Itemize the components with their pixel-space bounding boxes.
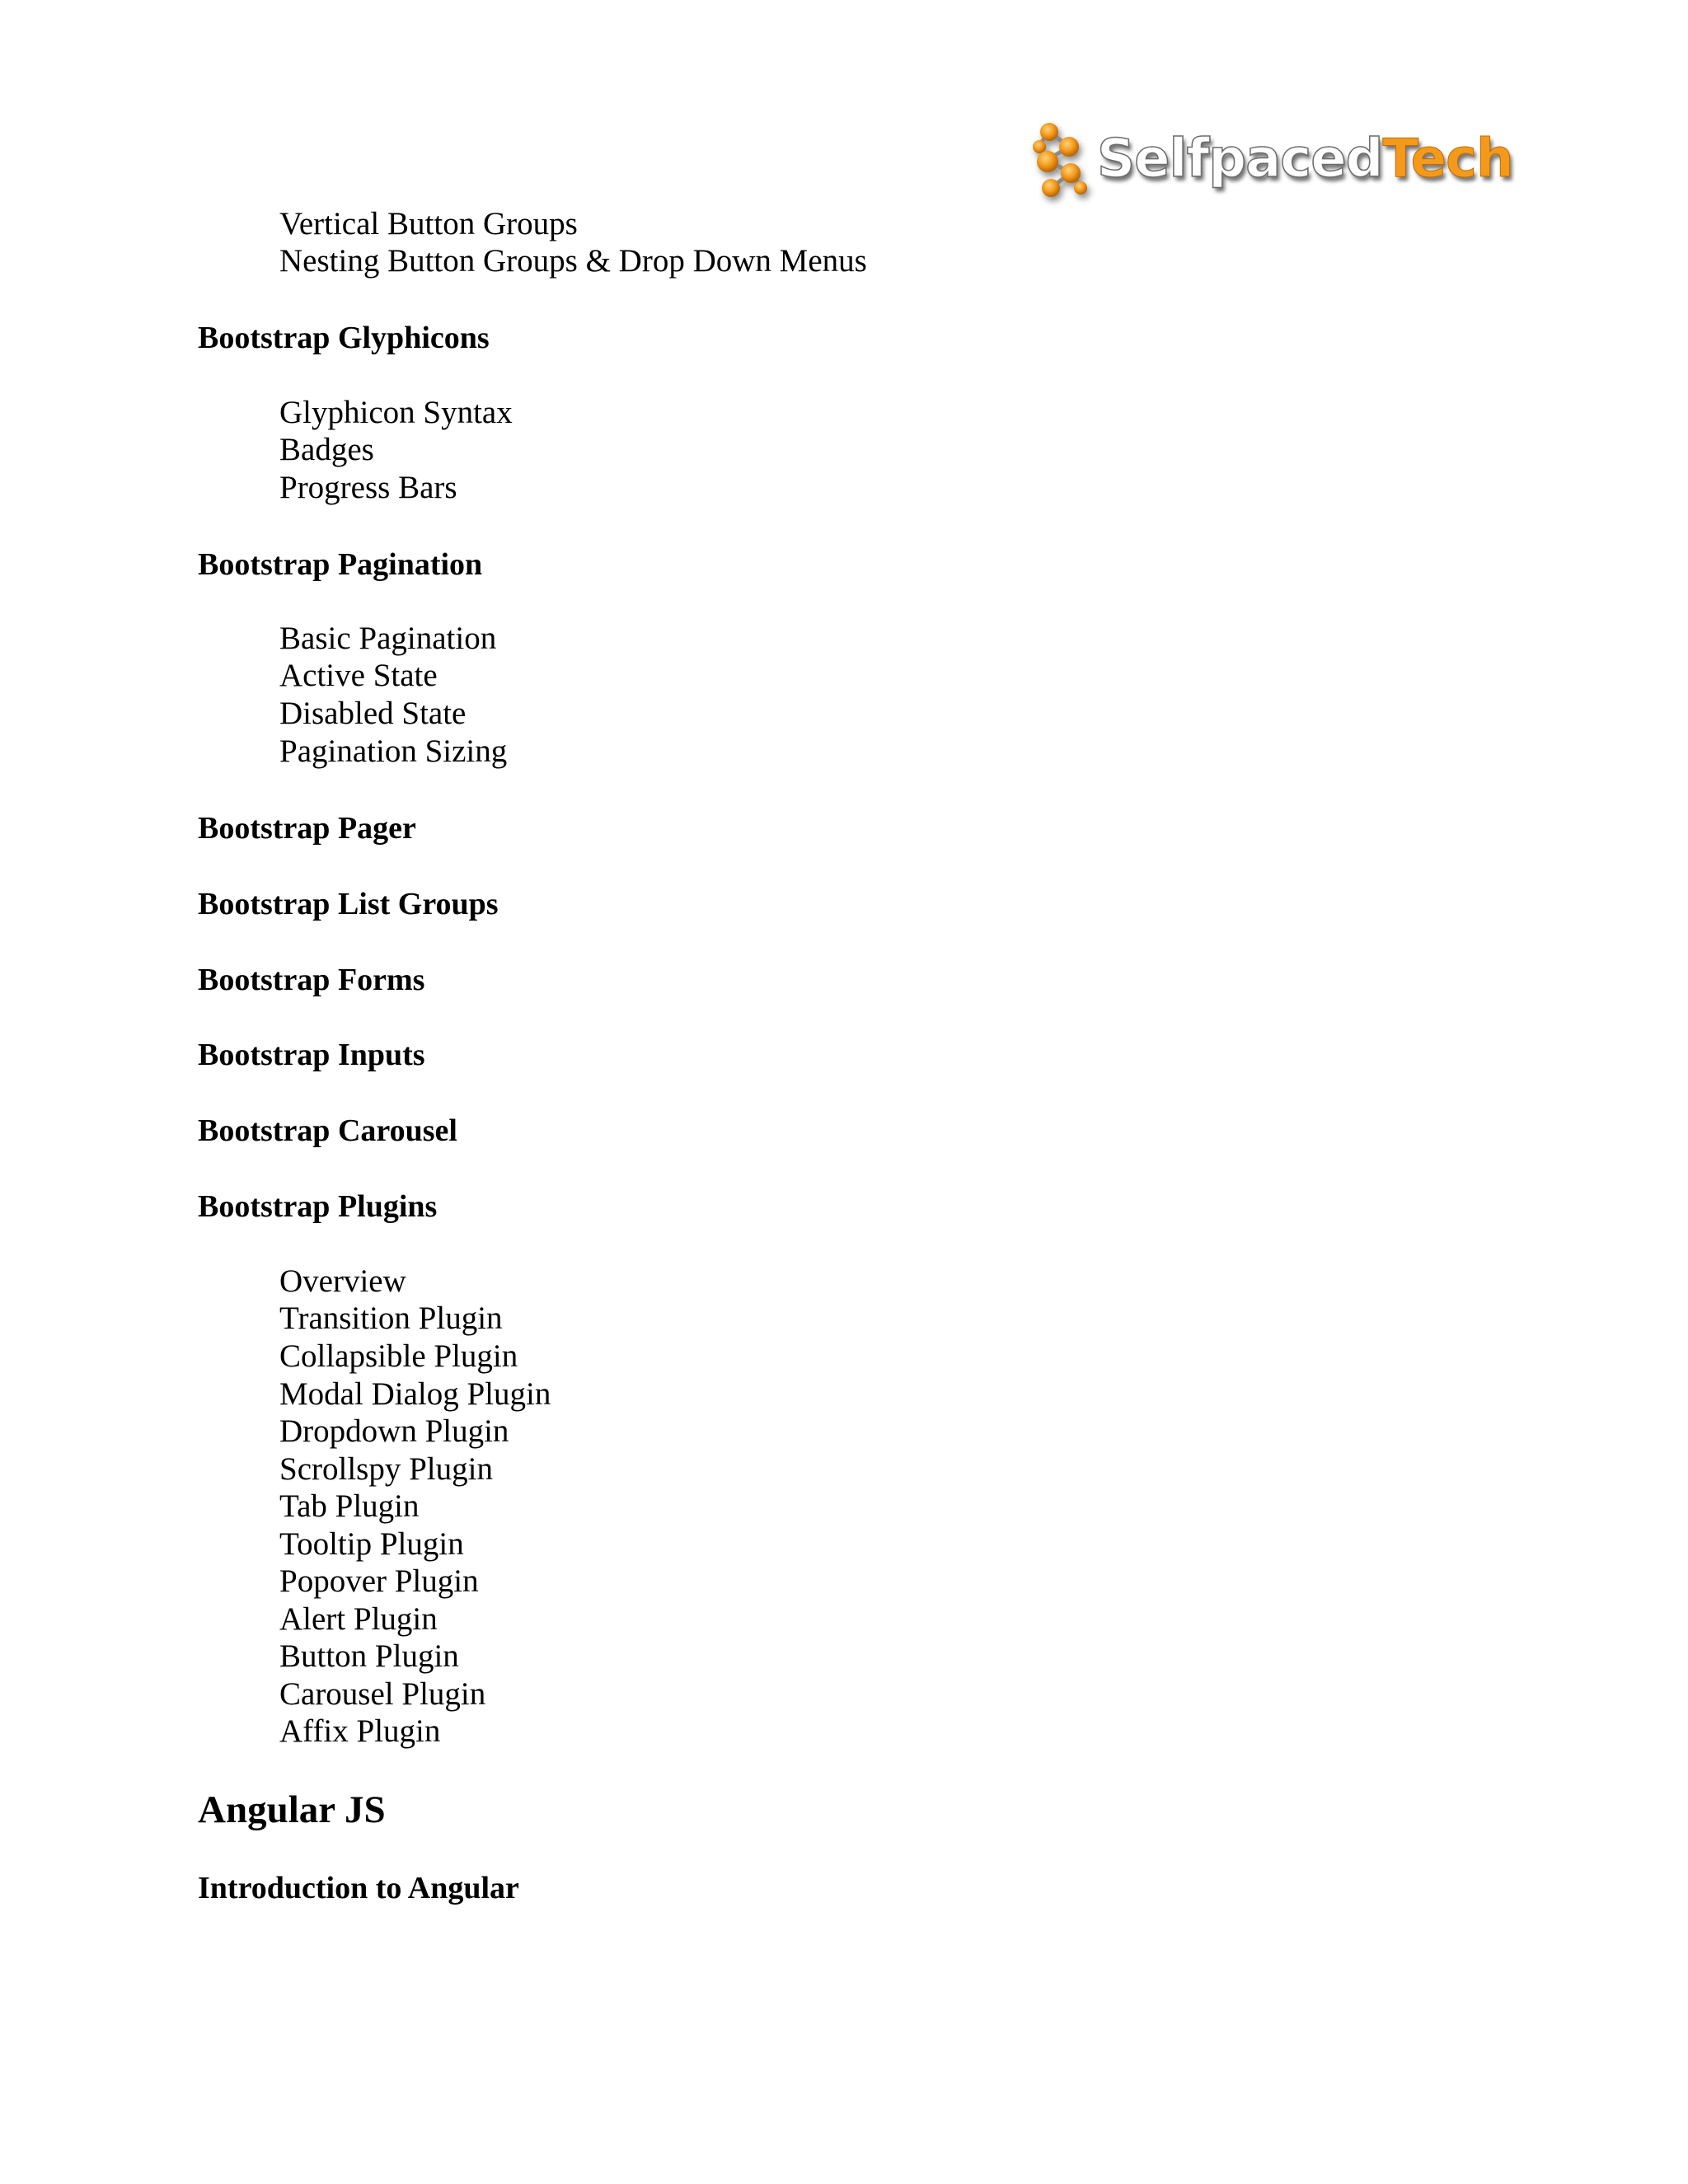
chapter-heading: Angular JS (198, 1788, 386, 1831)
topic-item: Tab Plugin (279, 1488, 420, 1524)
topic-item: Overview (279, 1263, 406, 1299)
section-heading: Bootstrap Forms (198, 963, 425, 997)
topic-item: Tooltip Plugin (279, 1526, 464, 1562)
topic-item: Progress Bars (279, 470, 457, 505)
topic-item: Collapsible Plugin (279, 1338, 518, 1374)
section-heading: Bootstrap List Groups (198, 887, 499, 921)
topic-item: Nesting Button Groups & Drop Down Menus (279, 243, 867, 279)
section-heading: Bootstrap Carousel (198, 1113, 457, 1148)
logo-wordmark-tech: Tech (1382, 129, 1513, 190)
section-heading: Bootstrap Glyphicons (198, 321, 490, 355)
topic-item: Glyphicon Syntax (279, 395, 513, 430)
topic-item: Active State (279, 658, 438, 693)
topic-item: Carousel Plugin (279, 1676, 486, 1712)
topic-item: Modal Dialog Plugin (279, 1376, 551, 1412)
topic-item: Popover Plugin (279, 1563, 479, 1599)
logo-wordmark (1097, 129, 1513, 190)
section-heading: Introduction to Angular (198, 1871, 519, 1905)
topic-item: Pagination Sizing (279, 733, 508, 769)
topic-item: Basic Pagination (279, 621, 497, 656)
topic-item: Scrollspy Plugin (279, 1451, 493, 1487)
section-heading: Bootstrap Pager (198, 811, 416, 846)
topic-item: Badges (279, 432, 374, 467)
topic-item: Alert Plugin (279, 1601, 438, 1637)
section-heading: Bootstrap Inputs (198, 1038, 425, 1072)
topic-item: Dropdown Plugin (279, 1413, 509, 1449)
molecule-logo-icon (1026, 114, 1092, 204)
topic-item: Vertical Button Groups (279, 206, 578, 241)
topic-item: Button Plugin (279, 1638, 459, 1674)
logo-wordmark-selfpaced: Selfpaced (1097, 129, 1383, 190)
topic-item: Transition Plugin (279, 1301, 503, 1336)
topic-item: Disabled State (279, 696, 467, 731)
selfpacedtech-logo (1026, 114, 1513, 204)
section-heading: Bootstrap Pagination (198, 547, 483, 582)
topic-item: Affix Plugin (279, 1713, 441, 1749)
section-heading: Bootstrap Plugins (198, 1189, 438, 1224)
